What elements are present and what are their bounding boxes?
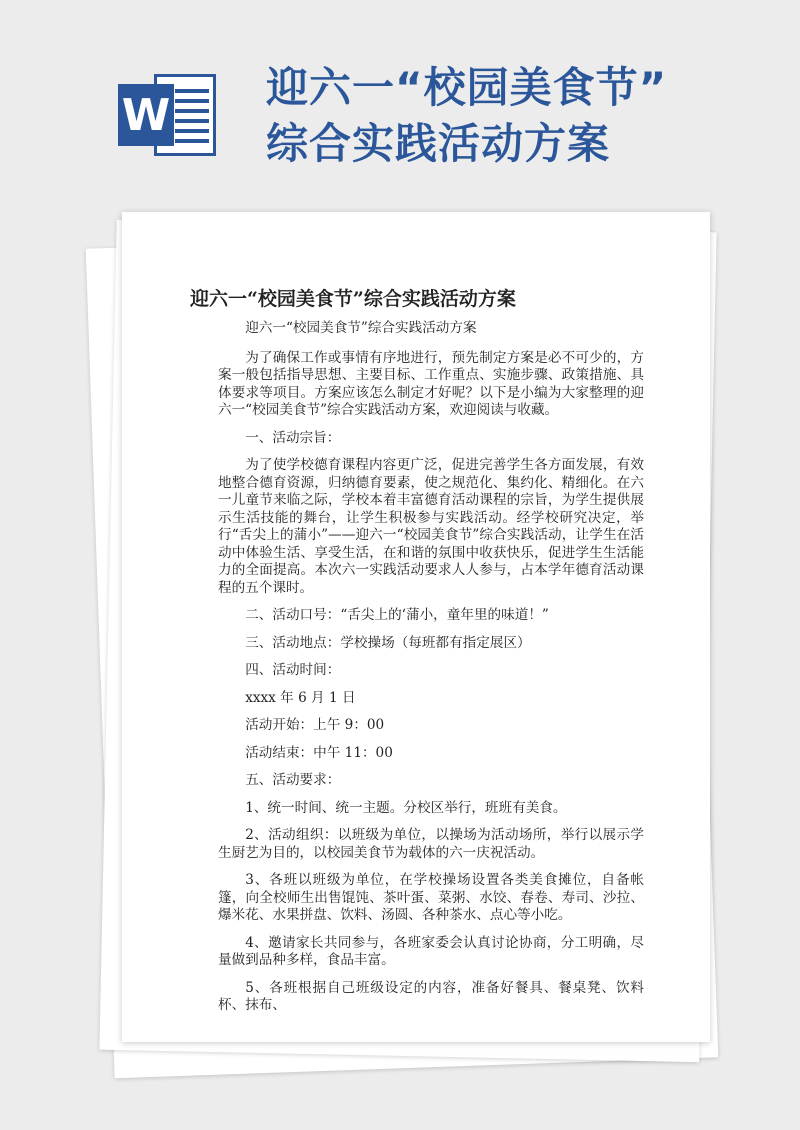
document-subtitle: 迎六一“校园美食节”综合实践活动方案 [245,320,477,336]
document-page [122,212,710,1042]
section-1-body: 为了使学校德育课程内容更广泛，促进完善学生各方面发展，有效地整合德育资源，归纳德育要素，使之规范化、集约化、精细化。在六一儿童节来临之际，学校本着丰富德育活动课程的宗旨，为学生提供展示生活技能的舞台，让学生积极参与实践活动。经学校研究决定，举行“舌尖上的蒲小”——迎六一“校园美食节”综合实践活动，让学生在活动中体验生活、享受生活，在和谐的氛围中收获快乐，促进学生生活能力的全面提高。本次六一实践活动要求人人参与，占本学年德育活动课程的五个课时。 [218,457,644,596]
activity-date: xxxx 年 6 月 1 日 [245,689,356,706]
requirement-1: 1、统一时间、统一主题。分校区举行，班班有美食。 [245,799,567,816]
document-title: 迎六一“校园美食节”综合实践活动方案 [190,288,516,310]
requirement-4: 4、邀请家长共同参与，各班家委会认真讨论协商，分工明确，尽量做到品种多样，食品丰富。 [218,934,644,968]
hero-title-line-2: 综合实践活动方案 [266,119,611,168]
activity-start: 活动开始：上午 9：00 [245,717,385,733]
requirement-2: 2、活动组织：以班级为单位，以操场为活动场所，举行以展示学生厨艺为目的，以校园美食节为载体的六一庆祝活动。 [218,827,644,861]
document-body [218,320,644,1025]
requirement-5: 5、各班根据自己班级设定的内容，准备好餐具、餐桌凳、饮料杯、抹布、 [218,979,644,1013]
section-3-location: 三、活动地点：学校操场（每班都有指定展区） [245,634,531,651]
header [0,0,800,210]
hero-title [266,60,786,172]
requirement-3: 3、各班以班级为单位，在学校操场设置各类美食摊位，自备帐篷，向全校师生出售馄饨、茶叶蛋、菜粥、水饺、春卷、寿司、沙拉、爆米花、水果拼盘、饮料、汤圆、各种茶水、点心等小吃。 [218,872,644,923]
section-4-heading: 四、活动时间： [245,662,341,678]
section-2-slogan: 二、活动口号：“舌尖上的‘蒲小，童年里的味道！” [245,607,549,623]
section-1-heading: 一、活动宗旨： [245,429,341,446]
activity-end: 活动结束：中午 11：00 [245,744,393,761]
word-document-icon [110,70,220,160]
hero-title-line-1: 迎六一“校园美食节” [266,63,668,112]
section-5-heading: 五、活动要求： [245,772,341,788]
word-icon-letter: W [118,84,174,146]
intro-paragraph: 为了确保工作或事情有序地进行，预先制定方案是必不可少的，方案一般包括指导思想、主要目标、工作重点、实施步骤、政策措施、具体要求等项目。方案应该怎么制定才好呢？以下是小编为大家整理的迎六一“校园美食节”综合实践活动方案，欢迎阅读与收藏。 [218,349,644,418]
